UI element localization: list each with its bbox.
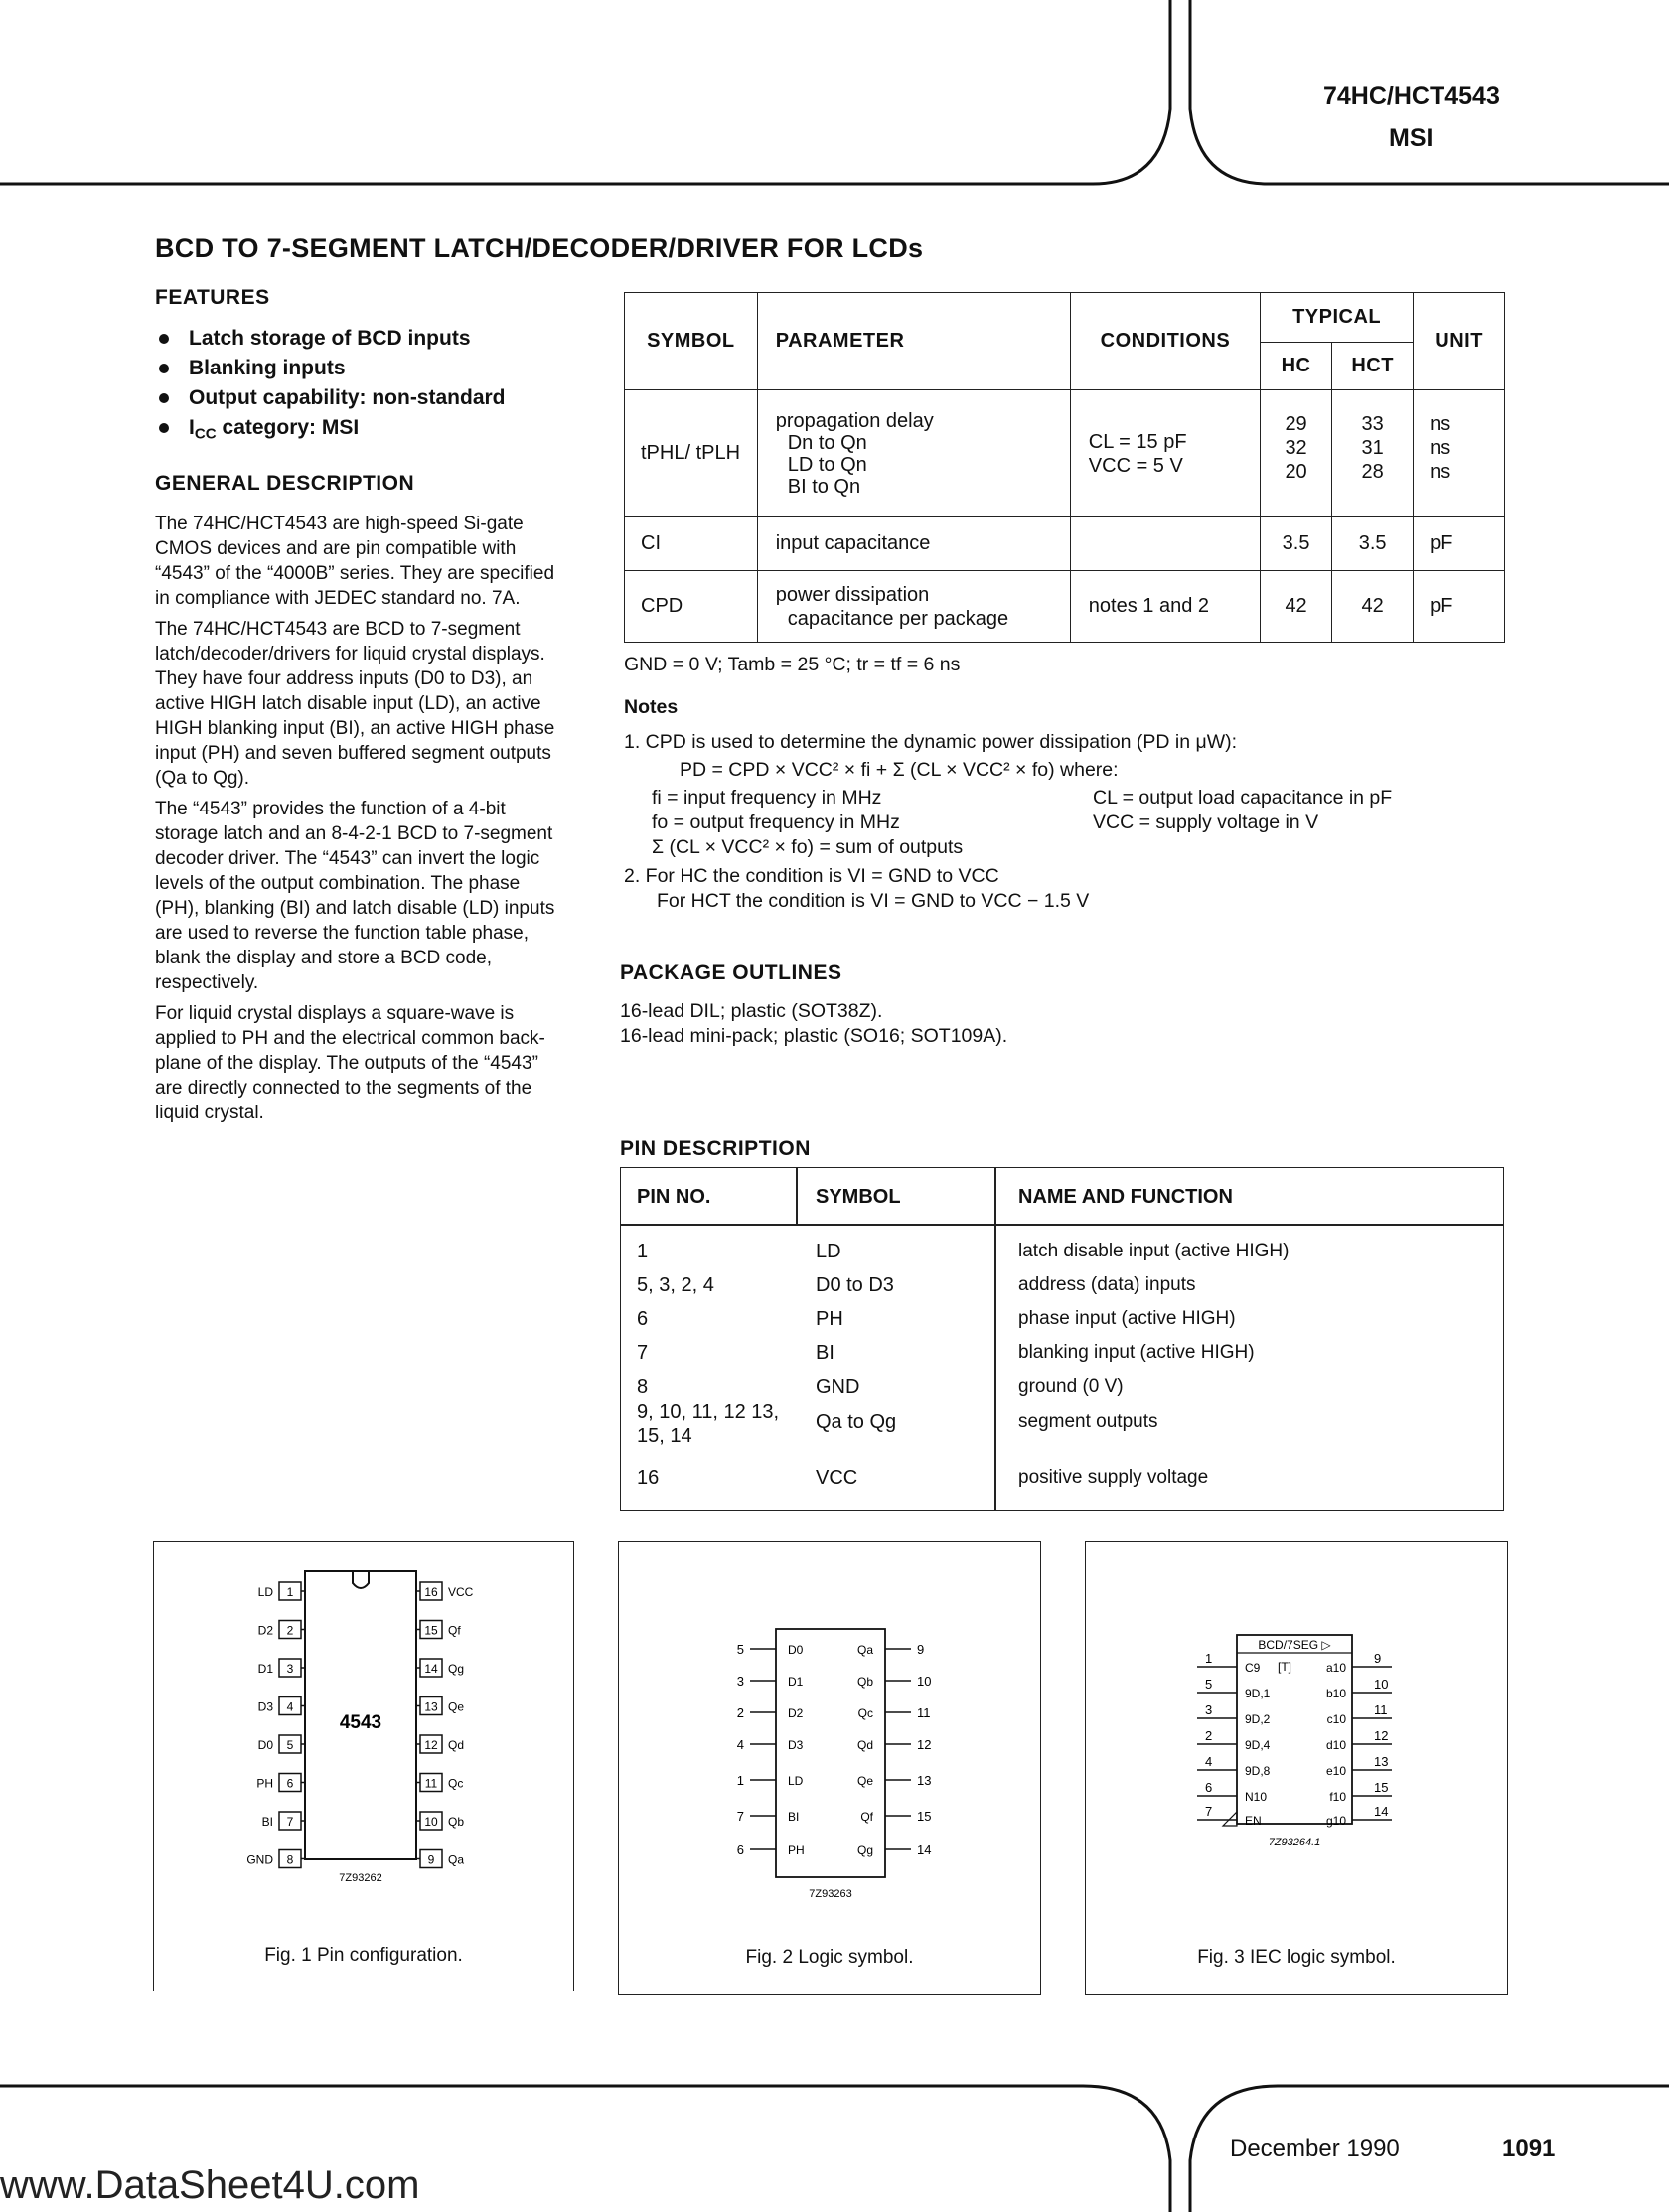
pin-label: Qg — [448, 1662, 465, 1676]
pin-number: 1 — [286, 1585, 294, 1599]
input-pin-number: 1 — [736, 1773, 744, 1788]
col-hc: HC — [1261, 343, 1332, 390]
watermark: www.DataSheet4U.com — [0, 2163, 420, 2207]
input-label: N10 — [1245, 1790, 1268, 1804]
input-pin-number: 4 — [1205, 1754, 1213, 1769]
pin-label: Qd — [448, 1738, 465, 1752]
pin-number: 5 — [286, 1738, 294, 1752]
col-symbol: SYMBOL — [816, 1186, 901, 1208]
pin-symbol: LD — [816, 1241, 841, 1262]
input-pin-number: 2 — [1205, 1728, 1213, 1743]
input-pin-number: 1 — [1205, 1651, 1213, 1666]
pin-number: 11 — [424, 1776, 438, 1791]
package-section: PACKAGE OUTLINES 16-lead DIL; plastic (SOT38Z). 16-lead mini-pack; plastic (SO16; SOT109A). — [620, 961, 1008, 1047]
output-label: Qd — [856, 1738, 873, 1752]
input-pin-number: 5 — [1205, 1677, 1213, 1692]
description-paragraph: The “4543” provides the function of a 4-bit storage latch and an 8-4-2-1 BCD to 7-segment decoder driver. The “4543” can invert the logic levels of the output combination. The phase (PH), blanking (BI) and latch disable (LD) inputs are used to reverse the function table phase, blank the display and store a BCD code, respectively. — [155, 798, 555, 993]
input-pin-number: 6 — [1205, 1780, 1213, 1795]
col-conditions: CONDITIONS — [1070, 293, 1260, 390]
output-pin-number: 13 — [917, 1773, 932, 1788]
characteristics-table — [624, 292, 1505, 643]
input-label: D0 — [788, 1643, 804, 1657]
pin-function: ground (0 V) — [1018, 1376, 1124, 1397]
pin-number: 1 — [637, 1241, 649, 1262]
description-paragraph: For liquid crystal displays a square-wave is applied to PH and the electrical common back-plane of the display. The outputs of the “4543” are directly connected to the segments of the liquid crystal. — [155, 1002, 545, 1123]
input-label: EN — [1245, 1814, 1262, 1828]
input-label: LD — [788, 1774, 804, 1788]
pin-number: 4 — [286, 1699, 294, 1714]
pin-number: 6 — [637, 1308, 649, 1330]
pin-number: 8 — [637, 1376, 649, 1398]
output-label: b10 — [1325, 1687, 1346, 1700]
pin-function: address (data) inputs — [1018, 1274, 1196, 1295]
pin-number: 16 — [424, 1585, 438, 1599]
pin-label: D2 — [257, 1623, 273, 1638]
output-label: c10 — [1326, 1712, 1346, 1726]
input-pin-number: 6 — [736, 1843, 744, 1857]
input-pin-number: 5 — [736, 1642, 744, 1657]
pin-description-heading: PIN DESCRIPTION — [620, 1137, 811, 1160]
pin-label: D3 — [257, 1699, 273, 1714]
pin-symbol: PH — [816, 1308, 843, 1330]
output-pin-number: 12 — [917, 1737, 932, 1752]
col-symbol: SYMBOL — [625, 293, 758, 390]
pin-number: 3 — [286, 1662, 294, 1676]
output-pin-number: 14 — [917, 1843, 932, 1857]
pin-symbol: Qa to Qg — [816, 1411, 897, 1433]
output-pin-number: 11 — [917, 1705, 931, 1720]
pin-description-table — [620, 1167, 1504, 1511]
pin-symbol: GND — [816, 1376, 860, 1398]
header-part-number: 74HC/HCT4543 — [1323, 82, 1500, 110]
pin-number: 7 — [637, 1342, 649, 1364]
symbol-cell: tPHL/ tPLH — [625, 390, 758, 517]
general-description — [155, 512, 562, 1125]
figure-code: 7Z93262 — [339, 1872, 382, 1884]
list-item: $I_{CC}$ category: MSI — [155, 413, 572, 450]
output-label: a10 — [1325, 1661, 1346, 1675]
input-pin-number: 7 — [736, 1809, 744, 1824]
input-label: 9D,1 — [1245, 1687, 1271, 1700]
col-unit: UNIT — [1414, 293, 1505, 390]
description-paragraph: The 74HC/HCT4543 are high-speed Si-gate CMOS devices and are pin compatible with “4543” of the “4000B” series. They are specified in compliance with JEDEC standard no. 7A. — [155, 513, 555, 609]
output-pin-number: 9 — [917, 1642, 925, 1657]
pin-label: D1 — [257, 1662, 273, 1676]
input-label: 9D,2 — [1245, 1712, 1271, 1726]
output-label: Qf — [860, 1810, 873, 1824]
input-label: 9D,4 — [1245, 1738, 1271, 1752]
output-pin-number: 14 — [1374, 1804, 1389, 1819]
pin-number: 13 — [424, 1699, 438, 1714]
left-column — [155, 286, 572, 1131]
pin-number: 5, 3, 2, 4 — [637, 1274, 714, 1296]
pin-label: VCC — [448, 1585, 474, 1599]
input-pin-number: 2 — [736, 1705, 744, 1720]
figure-code: 7Z93263 — [809, 1888, 852, 1900]
pin-label: BI — [261, 1815, 273, 1829]
iec-t-label: [T] — [1278, 1660, 1291, 1674]
table-row: CI input capacitance 3.5 3.5 pF — [625, 517, 1505, 571]
chip-label: 4543 — [339, 1712, 382, 1733]
pin-symbol: BI — [816, 1342, 834, 1364]
pin-symbol: D0 to D3 — [816, 1274, 894, 1296]
iec-logic-symbol-diagram — [1086, 1542, 1507, 1939]
table-row: tPHL/ tPLH propagation delay Dn to Qn LD to Qn BI to Qn CL = 15 pF VCC = 5 V 29 32 20 33 31 28 ns ns ns — [625, 390, 1505, 517]
output-pin-number: 12 — [1374, 1728, 1389, 1743]
list-item: Blanking inputs — [155, 354, 572, 383]
input-pin-number: 4 — [736, 1737, 744, 1752]
notes-heading: Notes — [624, 696, 679, 718]
pin-function: phase input (active HIGH) — [1018, 1308, 1236, 1329]
output-label: e10 — [1325, 1764, 1346, 1778]
output-label: g10 — [1325, 1814, 1346, 1828]
list-item: Output capability: non-standard — [155, 383, 572, 413]
pin-number: 16 — [637, 1467, 660, 1489]
output-label: f10 — [1329, 1790, 1346, 1804]
pin-number: 9 — [427, 1852, 435, 1867]
package-heading: PACKAGE OUTLINES — [620, 961, 842, 984]
fig1-pin-configuration — [153, 1541, 574, 1991]
page-title: BCD TO 7-SEGMENT LATCH/DECODER/DRIVER FOR LCDs — [155, 233, 924, 263]
pin-number: 10 — [424, 1815, 438, 1829]
output-pin-number: 10 — [1374, 1677, 1389, 1692]
logic-symbol-diagram — [619, 1542, 1040, 1939]
output-label: Qe — [856, 1774, 873, 1788]
input-label: D1 — [788, 1675, 804, 1689]
output-pin-number: 15 — [1374, 1780, 1389, 1795]
table-footnote: GND = 0 V; Tamb = 25 °C; tr = tf = 6 ns — [624, 654, 961, 675]
pin-number: 14 — [424, 1662, 438, 1676]
features-heading: FEATURES — [155, 286, 270, 309]
pin-number: 8 — [286, 1852, 294, 1867]
pin-label: GND — [246, 1852, 273, 1867]
col-pin-no: PIN NO. — [637, 1186, 711, 1208]
figure-code: 7Z93264.1 — [1268, 1837, 1321, 1848]
fig2-logic-symbol — [618, 1541, 1041, 1995]
input-label: 9D,8 — [1245, 1764, 1271, 1778]
symbol-body — [776, 1629, 885, 1877]
pin-label: LD — [257, 1585, 273, 1599]
pin-label: D0 — [257, 1738, 273, 1752]
chip-notch — [353, 1571, 369, 1588]
output-pin-number: 9 — [1374, 1651, 1382, 1666]
input-label: PH — [788, 1843, 805, 1857]
output-label: Qg — [856, 1843, 873, 1857]
output-label: Qc — [857, 1706, 873, 1720]
pin-number: 12 — [424, 1738, 438, 1752]
output-pin-number: 10 — [917, 1674, 932, 1689]
output-pin-number: 13 — [1374, 1754, 1389, 1769]
pin-label: Qa — [448, 1852, 465, 1867]
description-paragraph: The 74HC/HCT4543 are BCD to 7-segment latch/decoder/drivers for liquid crystal displays. They have four address inputs (D0 to D3), an active HIGH latch disable input (LD), an active HIGH blanking input (BI), an active HIGH phase input (PH) and seven buffered segment outputs (Qa to Qg). — [155, 618, 555, 789]
col-hct: HCT — [1332, 343, 1414, 390]
pin-function: segment outputs — [1018, 1411, 1158, 1432]
pin-label: Qe — [448, 1699, 465, 1714]
pin-function: latch disable input (active HIGH) — [1018, 1241, 1290, 1261]
input-label: D3 — [788, 1738, 804, 1752]
pin-function: blanking input (active HIGH) — [1018, 1342, 1255, 1363]
pin-label: Qc — [448, 1776, 464, 1791]
footer-page: 1091 — [1502, 2136, 1556, 2162]
general-description-heading: GENERAL DESCRIPTION — [155, 471, 415, 495]
pin-configuration-diagram — [154, 1542, 573, 1939]
enable-indicator — [1223, 1812, 1237, 1826]
fig1-caption: Fig. 1 Pin configuration. — [264, 1945, 463, 1966]
pin-function: positive supply voltage — [1018, 1467, 1209, 1488]
pin-number: 6 — [286, 1776, 294, 1791]
features-list — [155, 324, 572, 450]
output-label: Qa — [856, 1643, 873, 1657]
fig3-iec-logic-symbol — [1085, 1541, 1508, 1995]
pin-label: PH — [256, 1776, 273, 1791]
fig2-caption: Fig. 2 Logic symbol. — [745, 1947, 914, 1968]
col-parameter: PARAMETER — [757, 293, 1070, 390]
fig3-caption: Fig. 3 IEC logic symbol. — [1197, 1947, 1396, 1968]
pin-label: Qf — [448, 1623, 461, 1638]
pin-number: 9, 10, 11, 12 13, 15, 14 — [637, 1401, 780, 1447]
pin-number: 7 — [286, 1815, 294, 1829]
pin-label: Qb — [448, 1815, 465, 1829]
col-typical: TYPICAL — [1261, 293, 1414, 343]
output-label: Qb — [856, 1675, 873, 1689]
output-label: d10 — [1325, 1738, 1346, 1752]
input-label: BI — [788, 1810, 800, 1824]
notes-section: Notes 1. CPD is used to determine the dynamic power dissipation (PD in μW): PD = CPD × VCC² × fi + Σ (CL × VCC² × fo) where: fi = input frequency in MHz fo = output frequency in MHz Σ (CL × VCC² × fo) = sum of outputs CL = output load capacitance in pF VCC = supply voltage in V 2. For HC the condition is VI = GND to VCC For HCT the condition is VI = GND to VCC − 1.5 V — [624, 695, 1498, 914]
input-pin-number: 3 — [1205, 1702, 1213, 1717]
pin-symbol: VCC — [816, 1467, 858, 1489]
output-pin-number: 15 — [917, 1809, 932, 1824]
pin-number: 15 — [424, 1623, 438, 1638]
list-item: Latch storage of BCD inputs — [155, 324, 572, 354]
input-pin-number: 3 — [736, 1674, 744, 1689]
input-pin-number: 7 — [1205, 1804, 1213, 1819]
output-pin-number: 11 — [1374, 1702, 1388, 1717]
input-label: C9 — [1245, 1661, 1261, 1675]
table-row: CPD power dissipation capacitance per package notes 1 and 2 42 42 pF — [625, 571, 1505, 643]
iec-title: BCD/7SEG ▷ — [1258, 1638, 1331, 1652]
header-category: MSI — [1389, 124, 1434, 152]
col-name-function: NAME AND FUNCTION — [1018, 1186, 1233, 1208]
pin-number: 2 — [286, 1623, 294, 1638]
input-label: D2 — [788, 1706, 804, 1720]
footer-date: December 1990 — [1230, 2136, 1400, 2162]
